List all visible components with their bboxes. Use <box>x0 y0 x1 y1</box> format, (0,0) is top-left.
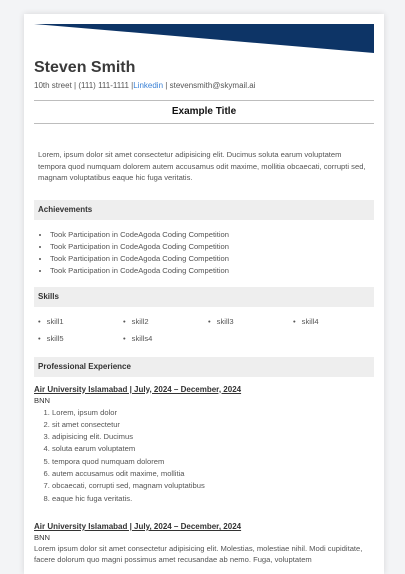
skills-heading: Skills <box>34 287 374 307</box>
achievements-heading: Achievements <box>34 200 374 220</box>
address: 10th street <box>34 81 72 90</box>
linkedin-link[interactable]: Linkedin <box>133 81 164 90</box>
separator: | <box>165 81 168 90</box>
task-item: 1. Lorem, ipsum dolor <box>52 407 374 419</box>
job-entry <box>34 384 374 505</box>
resume-content <box>34 59 374 566</box>
job-description: Lorem ipsum dolor sit amet consectetur adipisicing elit. Molestias, molestiae nihil. Modi cupiditate, facere dolorum quo magni possimus amet recusandae ab nemo. Fuga, voluptatem <box>34 543 363 565</box>
skills-list <box>34 313 374 347</box>
achievements-list <box>34 229 374 277</box>
job-organization: BNN <box>34 532 51 542</box>
job-organization: BNN <box>34 395 51 405</box>
skill-item: • skill3 <box>204 313 289 330</box>
achievement-item: • Took Participation in CodeAgoda Coding Competition <box>50 265 374 277</box>
candidate-name: Steven Smith <box>34 59 136 76</box>
divider <box>34 123 374 124</box>
job-title: Air University Islamabad | July, 2024 – December, 2024 <box>34 384 242 394</box>
skill-item: • skill2 <box>119 313 204 330</box>
job-entry <box>34 521 374 566</box>
task-item: 7. obcaecati, corrupti sed, magnam voluptatibus <box>52 480 374 492</box>
skill-item: • skill4 <box>289 313 374 330</box>
skill-item: • skills4 <box>119 330 204 347</box>
task-item: 8. eaque hic fuga veritatis. <box>52 493 374 505</box>
task-item: 4. soluta earum voluptatem <box>52 443 374 455</box>
achievement-item: • Took Participation in CodeAgoda Coding Competition <box>50 253 374 265</box>
phone: (111) 111-1111 <box>78 81 129 90</box>
job-title: Air University Islamabad | July, 2024 – December, 2024 <box>34 521 242 531</box>
task-item: 6. autem accusamus odit maxime, mollitia <box>52 468 374 480</box>
experience-heading: Professional Experience <box>34 357 374 377</box>
email: stevensmith@skymail.ai <box>169 81 256 90</box>
contact-line <box>34 81 374 91</box>
task-item: 3. adipisicing elit. Ducimus <box>52 431 374 443</box>
resume-page <box>24 14 384 574</box>
resume-title: Example Title <box>171 106 237 117</box>
header-banner <box>34 24 374 53</box>
skill-item: • skill1 <box>34 313 119 330</box>
achievement-item: • Took Participation in CodeAgoda Coding Competition <box>50 241 374 253</box>
skill-item: • skill5 <box>34 330 119 347</box>
separator: | <box>131 81 134 90</box>
task-item: 5. tempora quod numquam dolorem <box>52 456 374 468</box>
task-item: 2. sit amet consectetur <box>52 419 374 431</box>
summary-text: Lorem, ipsum dolor sit amet consectetur adipisicing elit. Ducimus soluta earum voluptatem tempora quod numquam dolorem autem accusamus odit maxime, mollitia obcaecati, corrupti sed, magnam voluptatibus eaque hic fuga veritatis. <box>38 150 366 182</box>
separator: | <box>74 81 77 90</box>
achievement-item: • Took Participation in CodeAgoda Coding Competition <box>50 229 374 241</box>
job-tasks <box>34 407 374 505</box>
